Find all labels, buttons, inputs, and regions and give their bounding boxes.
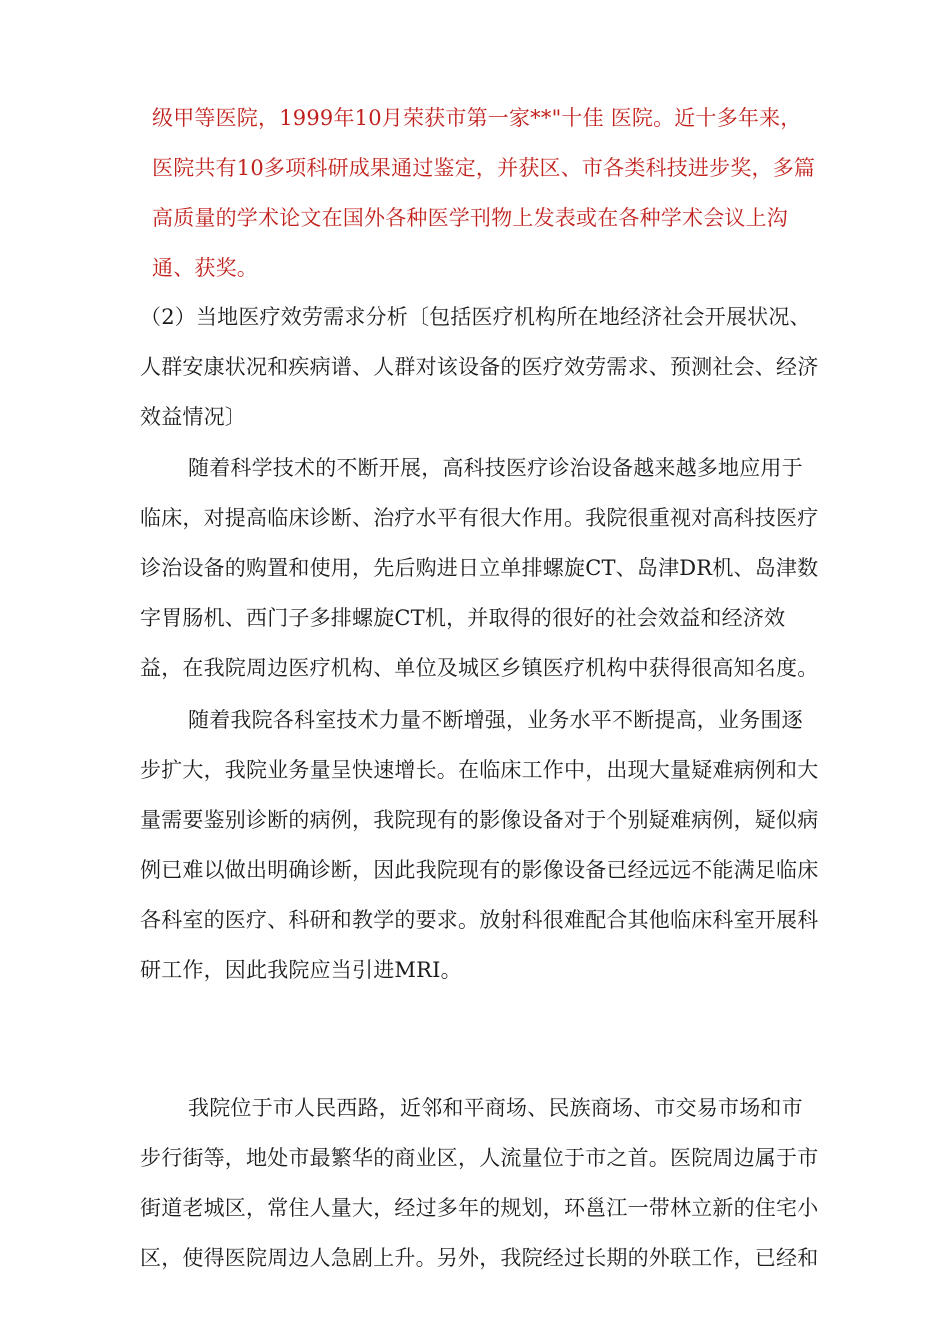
paragraph-4-line-1: 随着我院各科室技术力量不断增强，业务水平不断提高，业务围逐 [188, 708, 803, 732]
paragraph-3-line-2: 临床，对提高临床诊断、治疗水平有很大作用。我院很重视对高科技医疗 [140, 506, 819, 530]
paragraph-4-line-5: 各科室的医疗、科研和教学的要求。放射科很难配合其他临床科室开展科 [140, 908, 819, 932]
paragraph-3-line-4: 字胃肠机、西门子多排螺旋CT机，并取得的很好的社会效益和经济效 [140, 606, 786, 630]
paragraph-2-line-1: （2）当地医疗效劳需求分析〔包括医疗机构所在地经济社会开展状况、 [140, 305, 811, 329]
paragraph-3-line-3: 诊治设备的购置和使用，先后购进日立单排螺旋CT、岛津DR机、岛津数 [140, 556, 819, 580]
paragraph-1-line-2: 医院共有10多项科研成果通过鉴定，并获区、市各类科技进步奖，多篇 [152, 156, 816, 180]
paragraph-3-line-1: 随着科学技术的不断开展，高科技医疗诊治设备越来越多地应用于 [188, 456, 803, 480]
paragraph-2-line-2: 人群安康状况和疾病谱、人群对该设备的医疗效劳需求、预测社会、经济 [140, 355, 819, 379]
paragraph-5-line-2: 步行街等，地处市最繁华的商业区，人流量位于市之首。医院周边属于市 [140, 1146, 819, 1170]
paragraph-4-line-6: 研工作，因此我院应当引进MRI。 [140, 958, 462, 982]
paragraph-1-line-1: 级甲等医院，1999年10月荣获市第一家**"十佳 医院。近十多年来， [152, 106, 802, 130]
paragraph-1-line-4: 通、获奖。 [152, 256, 258, 280]
paragraph-5-line-1: 我院位于市人民西路，近邻和平商场、民族商场、市交易市场和市 [188, 1096, 803, 1120]
paragraph-1-line-3: 高质量的学术论文在国外各种医学刊物上发表或在各种学术会议上沟 [152, 206, 788, 230]
paragraph-4-line-3: 量需要鉴别诊断的病例，我院现有的影像设备对于个别疑难病例，疑似病 [140, 808, 819, 832]
paragraph-3-line-5: 益，在我院周边医疗机构、单位及城区乡镇医疗机构中获得很高知名度。 [140, 656, 819, 680]
paragraph-4-line-2: 步扩大，我院业务量呈快速增长。在临床工作中，出现大量疑难病例和大 [140, 758, 819, 782]
paragraph-5-line-4: 区，使得医院周边人急剧上升。另外，我院经过长期的外联工作，已经和 [140, 1246, 819, 1270]
paragraph-5-line-3: 街道老城区，常住人量大，经过多年的规划，环邕江一带林立新的住宅小 [140, 1196, 819, 1220]
paragraph-2-line-3: 效益情况〕 [140, 405, 246, 429]
paragraph-4-line-4: 例已难以做出明确诊断，因此我院现有的影像设备已经远远不能满足临床 [140, 858, 819, 882]
